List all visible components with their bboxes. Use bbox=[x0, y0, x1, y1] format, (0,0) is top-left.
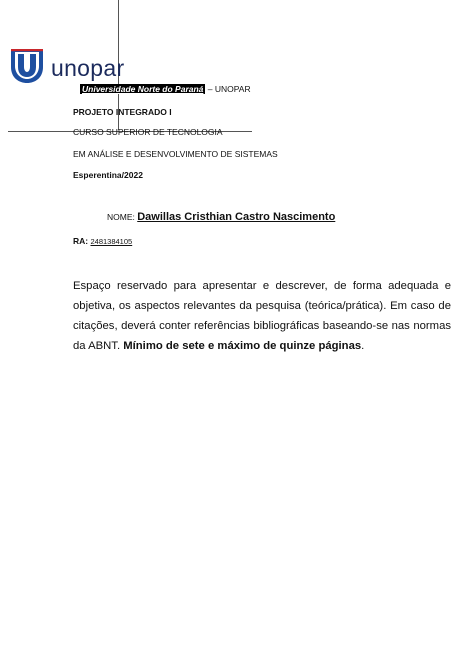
body-end: . bbox=[361, 340, 365, 352]
student-name-line bbox=[107, 211, 335, 223]
institution-suffix: – UNOPAR bbox=[205, 84, 251, 94]
name-label: NOME: bbox=[107, 212, 138, 222]
university-name: Universidade Norte do Paraná bbox=[82, 84, 204, 94]
body-paragraph bbox=[73, 276, 451, 356]
course-line-1: CURSO SUPERIOR DE TECNOLOGIA bbox=[73, 127, 223, 137]
ra-label: RA: bbox=[73, 236, 91, 246]
course-line-2: EM ANÁLISE E DESENVOLVIMENTO DE SISTEMAS bbox=[73, 149, 278, 159]
body-emphasis: Mínimo de sete e máximo de quinze páginas bbox=[123, 340, 362, 352]
body-text: Espaço reservado para apresentar e descrever, de forma adequada e objetiva, os aspectos relevantes da pesquisa (teórica/prática). Em caso de citações, deverá conter referências bibliográficas baseando-se nas normas da ABNT. bbox=[73, 280, 451, 352]
place-year: Esperentina/2022 bbox=[73, 170, 143, 180]
institution-line bbox=[80, 84, 251, 94]
student-ra-line bbox=[73, 236, 132, 246]
unopar-logo-icon bbox=[9, 47, 45, 85]
project-title: PROJETO INTEGRADO I bbox=[73, 107, 172, 117]
brand-name: unopar bbox=[51, 55, 125, 81]
student-name: Dawillas Cristhian Castro Nascimento bbox=[137, 211, 336, 223]
ra-number: 2481384105 bbox=[90, 237, 133, 246]
